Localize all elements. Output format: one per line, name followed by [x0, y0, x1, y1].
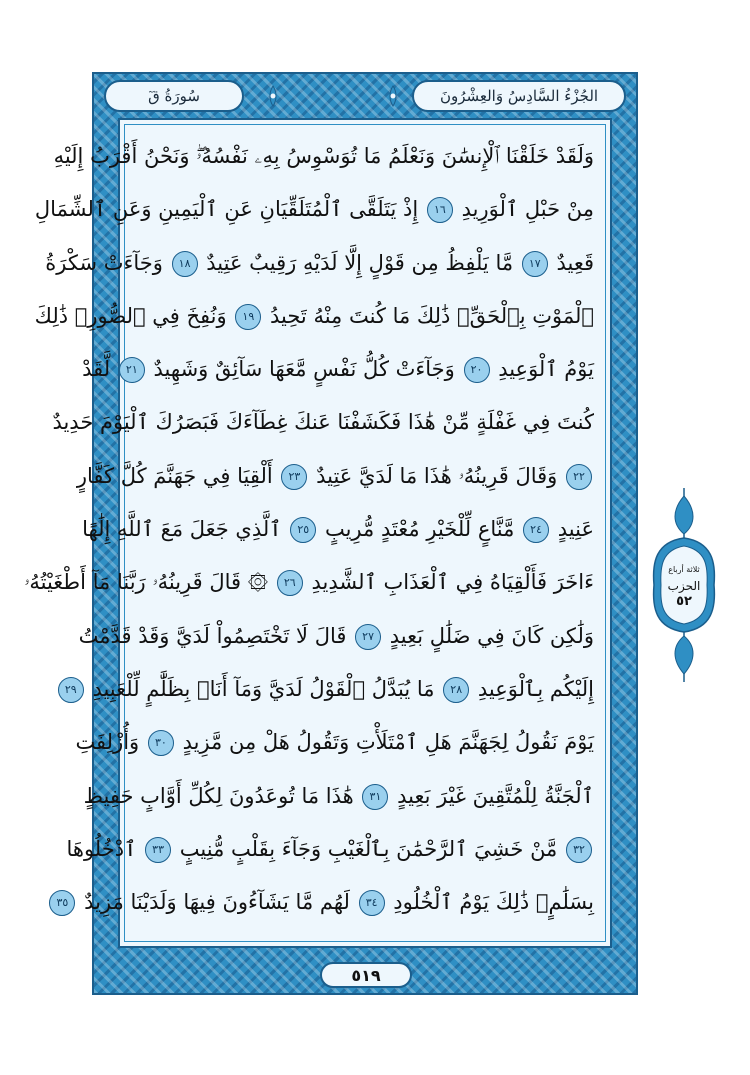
verse-segment: لَّقَدْ: [82, 357, 111, 382]
verse-segment: وَجَآءَتْ سَكْرَةُ: [45, 250, 163, 275]
verse-segment: يَوْمُ ٱلْوَعِيدِ: [498, 357, 594, 382]
verse-line: [78, 610, 594, 663]
verse-segment: مَا يُبَدَّلُ ٱلْقَوْلُ لَدَيَّ وَمَآ أَنَا۠ بِظَلَّٰمٍ لِّلْعَبِيدِ: [92, 676, 435, 701]
verse-segment: مَّنَّاعٍ لِّلْخَيْرِ مُعْتَدٍ مُّرِيبٍ: [324, 517, 515, 542]
surah-title: سُورَةُ قٓ: [104, 80, 244, 112]
verse-segment: وَقَالَ قَرِينُهُۥ هَٰذَا مَا لَدَيَّ عَتِيدٌ: [316, 463, 558, 488]
ayah-number-marker: ٣١: [362, 784, 388, 810]
ayah-number-marker: ١٩: [235, 304, 261, 330]
ayah-number-marker: ١٧: [522, 251, 548, 277]
verse-line: [83, 770, 594, 823]
verse-line: [76, 450, 594, 503]
ayah-number-marker: ٢٢: [566, 464, 592, 490]
verse-segment: مَّنْ خَشِيَ ٱلرَّحْمَٰنَ بِٱلْغَيْبِ وَجَآءَ بِقَلْبٍ مُّنِيبٍ: [179, 836, 558, 861]
ayah-number-marker: ٣٥: [49, 890, 75, 916]
verse-line: [53, 130, 594, 183]
verse-segment: ٱدْخُلُوهَا: [66, 836, 137, 861]
ayah-number-marker: ٢٩: [58, 677, 84, 703]
verse-segment: ۞ قَالَ قَرِينُهُۥ رَبَّنَا مَآ أَطْغَيْتُهُۥ: [24, 570, 269, 595]
verse-segment: إِذْ يَتَلَقَّى ٱلْمُتَلَقِّيَانِ عَنِ ٱلْيَمِينِ وَعَنِ ٱلشِّمَالِ: [34, 197, 419, 222]
verse-segment: ءَاخَرَ فَأَلْقِيَاهُ فِي ٱلْعَذَابِ ٱلشَّدِيدِ: [311, 570, 594, 595]
verse-segment: قَعِيدٌ: [556, 250, 594, 275]
verse-segment: بِسَلَٰمٍۖ ذَٰلِكَ يَوْمُ ٱلْخُلُودِ: [393, 890, 594, 915]
verse-segment: قَالَ لَا تَخْتَصِمُواْ لَدَيَّ وَقَدْ قَدَّمْتُ: [78, 623, 347, 648]
hizb-number: ٥٢: [676, 594, 692, 609]
verse-line: [34, 290, 594, 343]
ayah-number-marker: ١٨: [172, 251, 198, 277]
juz-title: الجُزْءُ السَّادِسُ وَالعِشْرُونَ: [412, 80, 626, 112]
hizb-quarter-label: ثلاثة أرباع: [668, 565, 700, 574]
ayah-number-marker: ٢٠: [464, 357, 490, 383]
ayah-number-marker: ١٦: [427, 197, 453, 223]
verse-segment: هَٰذَا مَا تُوعَدُونَ لِكُلِّ أَوَّابٍ حَفِيظٍ: [83, 783, 354, 808]
verse-segment: ٱلْمَوْتِ بِٱلْحَقِّۖ ذَٰلِكَ مَا كُنتَ مِنْهُ تَحِيدُ: [270, 303, 594, 328]
ayah-number-marker: ٢٦: [277, 570, 303, 596]
ayah-number-marker: ٢٧: [355, 624, 381, 650]
verse-segment: وَنُفِخَ فِي ٱلصُّورِۚ ذَٰلِكَ: [34, 303, 227, 328]
ayah-number-marker: ٢١: [119, 357, 145, 383]
verse-segment: وَلَٰكِن كَانَ فِي ضَلَٰلٍ بَعِيدٍ: [389, 623, 594, 648]
hizb-word: الحزب: [667, 579, 701, 593]
verse-line: [24, 556, 594, 609]
ayah-number-marker: ٣٤: [359, 890, 385, 916]
verse-line: [75, 716, 594, 769]
hizb-label: [650, 556, 718, 616]
floral-ornament-icon: [382, 84, 404, 108]
verse-segment: وَأُزْلِفَتِ: [75, 730, 140, 755]
verse-segment: إِلَيْكُم بِٱلْوَعِيدِ: [477, 676, 594, 701]
verse-segment: مِنْ حَبْلِ ٱلْوَرِيدِ: [461, 197, 594, 222]
verse-line: [64, 663, 594, 716]
verse-line: [52, 396, 594, 449]
verse-segment: وَلَقَدْ خَلَقْنَا ٱلْإِنسَٰنَ وَنَعْلَمُ مَا تُوَسْوِسُ بِهِۦ نَفْسُهُۥۖ وَنَحْنُ أَقْرَبُ إِلَيْهِ: [53, 144, 594, 168]
verse-segment: وَجَآءَتْ كُلُّ نَفْسٍ مَّعَهَا سَآئِقٌ وَشَهِيدٌ: [153, 357, 455, 382]
page-number: ٥١٩: [320, 962, 412, 988]
verse-segment: أَلْقِيَا فِي جَهَنَّمَ كُلَّ كَفَّارٍ: [76, 463, 273, 488]
ayah-number-marker: ٣٢: [566, 837, 592, 863]
ayah-number-marker: ٢٤: [523, 517, 549, 543]
verse-segment: كُنتَ فِي غَفْلَةٍ مِّنْ هَٰذَا فَكَشَفْنَا عَنكَ غِطَآءَكَ فَبَصَرُكَ ٱلْيَوْمَ حَدِيدٌ: [52, 410, 594, 435]
verse-segment: ٱلْجَنَّةُ لِلْمُتَّقِينَ غَيْرَ بَعِيدٍ: [397, 783, 594, 808]
verse-line: [45, 237, 594, 290]
verse-segment: مَّا يَلْفِظُ مِن قَوْلٍ إِلَّا لَدَيْهِ رَقِيبٌ عَتِيدٌ: [206, 250, 514, 275]
verse-segment: لَهُم مَّا يَشَآءُونَ فِيهَا وَلَدَيْنَا مَزِيدٌ: [84, 890, 350, 915]
floral-ornament-icon: [262, 84, 284, 108]
ayah-number-marker: ٢٥: [290, 517, 316, 543]
verse-line: [56, 876, 594, 929]
verse-line: [66, 823, 594, 876]
verse-text-block: [24, 130, 594, 930]
ayah-number-marker: ٢٨: [443, 677, 469, 703]
ayah-number-marker: ٣٣: [145, 837, 171, 863]
verse-line: [82, 343, 594, 396]
verse-segment: ٱلَّذِي جَعَلَ مَعَ ٱللَّهِ إِلَٰهًا: [82, 517, 282, 542]
verse-segment: يَوْمَ نَقُولُ لِجَهَنَّمَ هَلِ ٱمْتَلَأْتِ وَتَقُولُ هَلْ مِن مَّزِيدٍ: [182, 730, 594, 755]
verse-segment: عَنِيدٍ: [557, 517, 594, 542]
ayah-number-marker: ٣٠: [148, 730, 174, 756]
verse-line: [82, 503, 594, 556]
ayah-number-marker: ٢٣: [281, 464, 307, 490]
verse-line: [34, 183, 594, 236]
